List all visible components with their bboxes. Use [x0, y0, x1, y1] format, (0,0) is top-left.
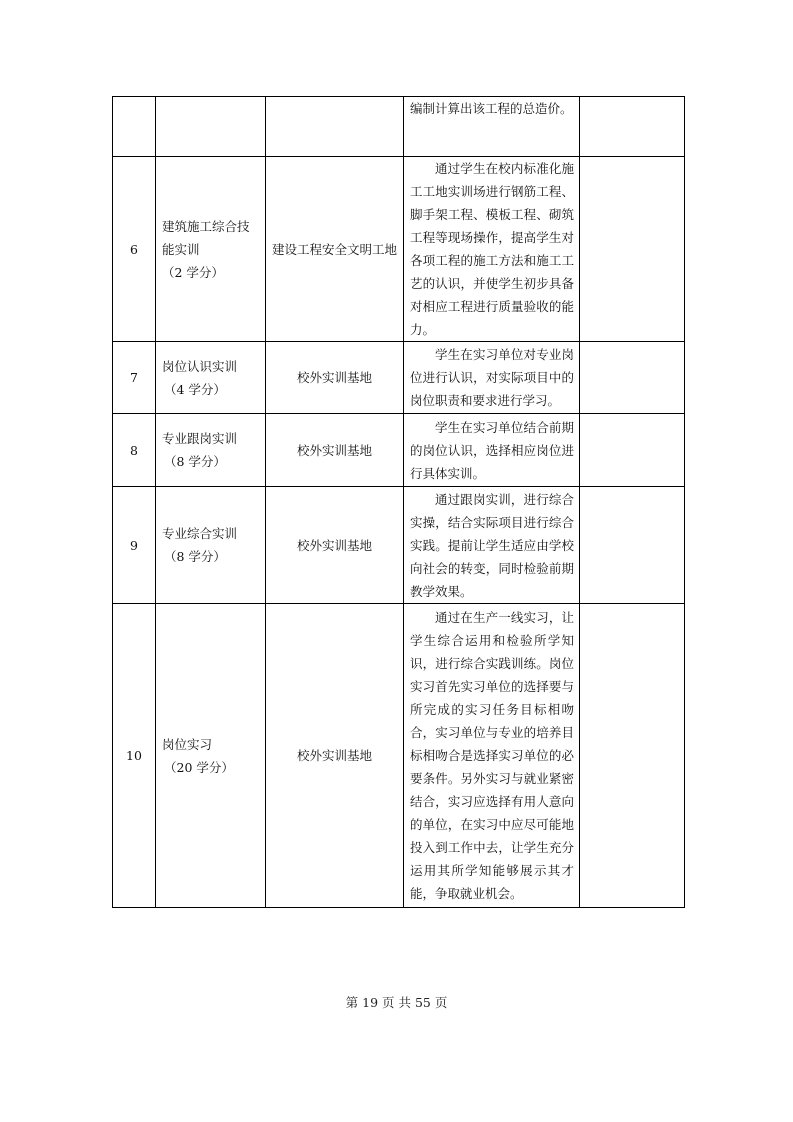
- row-number: [113, 97, 156, 157]
- table-row: [113, 414, 685, 487]
- training-site: 校外实训基地: [266, 414, 404, 487]
- training-site: 校外实训基地: [266, 604, 404, 908]
- course-name: 岗位实习: [162, 736, 213, 752]
- table-row: [113, 157, 685, 342]
- table-row: [113, 342, 685, 414]
- training-site: 校外实训基地: [266, 487, 404, 604]
- course-name-cell: [156, 604, 266, 908]
- course-name-cell: [156, 157, 266, 342]
- course-name: 建筑施工综合技能实训: [162, 218, 250, 257]
- row-number: 8: [113, 414, 156, 487]
- note-cell: [580, 487, 685, 604]
- note-cell: [580, 157, 685, 342]
- course-description: 通过在生产一线实习，让学生综合运用和检验所学知识，进行综合实践训练。岗位实习首先实习单位的选择要与所完成的实习任务目标相吻合，实习单位与专业的培养目标相吻合是选择实习单位的必要条件。另外实习与就业紧密结合，实习应选择有用人意向的单位，在实习中应尽可能地投入到工作中去，让学生充分运用其所学知能够展示其才能，争取就业机会。: [404, 604, 580, 908]
- course-name: 专业跟岗实训: [162, 431, 238, 446]
- page-number-footer: 第 19 页 共 55 页: [345, 995, 448, 1010]
- note-cell: [580, 414, 685, 487]
- course-name-cell: [156, 414, 266, 487]
- row-number: 9: [113, 487, 156, 604]
- course-description: 通过跟岗实训，进行综合实操，结合实际项目进行综合实践。提前让学生适应由学校向社会的转变，同时检验前期教学效果。: [404, 487, 580, 604]
- course-credit: （20 学分）: [164, 759, 234, 775]
- training-site: 校外实训基地: [266, 342, 404, 414]
- course-description: 通过学生在校内标准化施工工地实训场进行钢筋工程、脚手架工程、模板工程、砌筑工程等现场操作，提高学生对各项工程的施工方法和施工工艺的认识，并使学生初步具备对相应工程进行质量验收的能力。: [404, 157, 580, 342]
- course-name-cell: [156, 342, 266, 414]
- course-description: 学生在实习单位结合前期的岗位认识，选择相应岗位进行具体实训。: [404, 414, 580, 487]
- note-cell: [580, 342, 685, 414]
- training-table: [112, 96, 685, 908]
- course-name: 岗位认识实训: [162, 358, 238, 374]
- training-site: [266, 97, 404, 157]
- row-number: 7: [113, 342, 156, 414]
- note-cell: [580, 97, 685, 157]
- course-name: 专业综合实训: [162, 526, 238, 541]
- training-site: 建设工程安全文明工地: [266, 157, 404, 342]
- course-credit: （8 学分）: [164, 454, 226, 469]
- table-row: [113, 97, 685, 157]
- note-cell: [580, 604, 685, 908]
- row-number: 6: [113, 157, 156, 342]
- table-row: [113, 604, 685, 908]
- course-name-cell: [156, 487, 266, 604]
- course-credit: （4 学分）: [164, 381, 226, 397]
- course-description: 学生在实习单位对专业岗位进行认识，对实际项目中的岗位职责和要求进行学习。: [404, 342, 580, 414]
- course-name-cell: [156, 97, 266, 157]
- row-number: 10: [113, 604, 156, 908]
- course-credit: （2 学分）: [162, 264, 224, 280]
- course-description: 编制计算出该工程的总造价。: [404, 97, 580, 157]
- course-credit: （8 学分）: [164, 549, 226, 564]
- table-row: [113, 487, 685, 604]
